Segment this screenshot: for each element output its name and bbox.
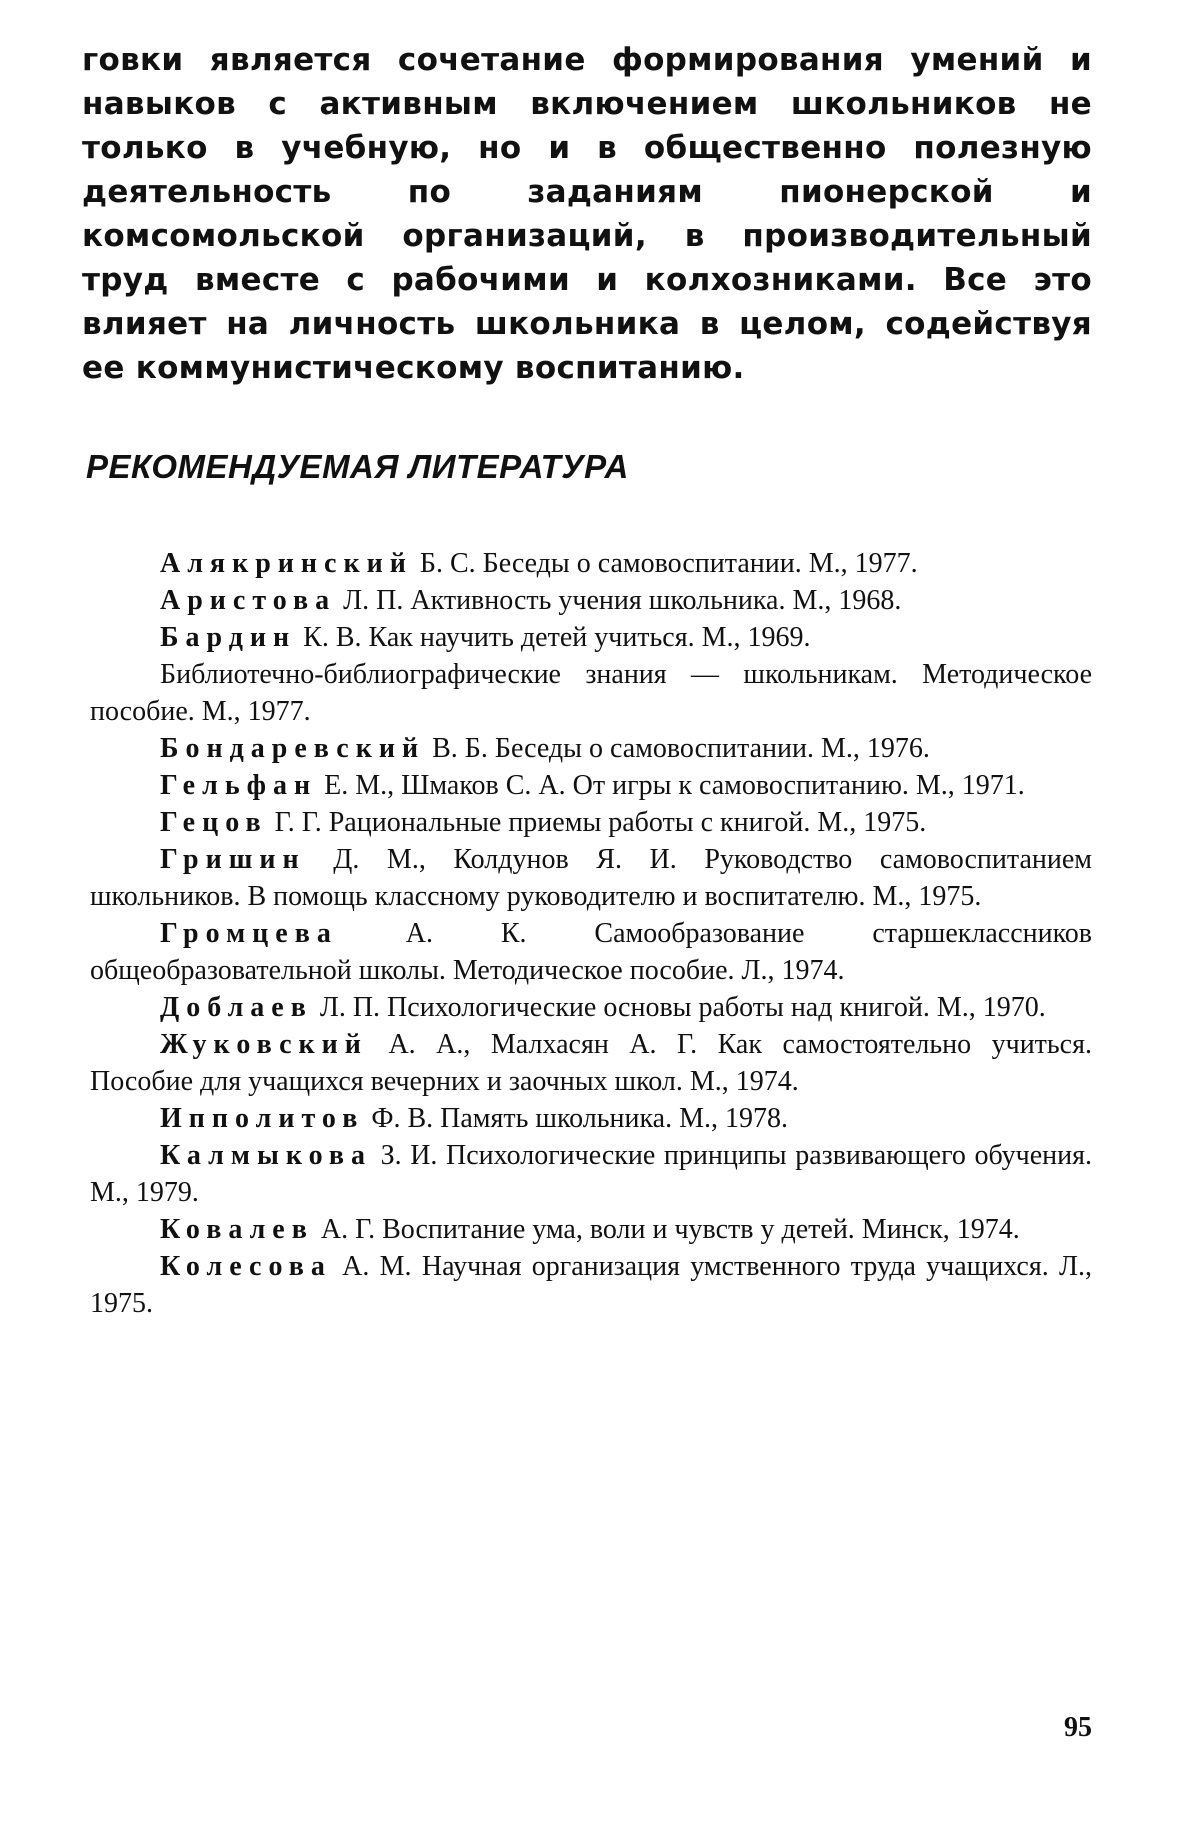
reference-details: Б. С. Беседы о самовоспитании. М., 1977. — [412, 548, 918, 579]
reference-item — [90, 1100, 1092, 1137]
reference-details: З. И. Психологические принципы развивающего обучения. М., 1979. — [90, 1140, 1092, 1208]
reference-item — [90, 730, 1092, 767]
reference-item — [90, 1211, 1092, 1248]
reference-author: Бардин — [160, 622, 297, 653]
reference-author: Алякринский — [160, 548, 413, 579]
reference-details: А. К. Самообразование старшеклассников общеобразовательной школы. Методическое пособие. Л., 1974. — [90, 918, 1092, 986]
reference-item — [90, 582, 1092, 619]
reference-details: Г. Г. Рациональные приемы работы с книгой. М., 1975. — [267, 807, 927, 838]
reference-details: А. А., Малхасян А. Г. Как самостоятельно учиться. Пособие для учащихся вечерних и заочных школ. М., 1974. — [90, 1029, 1092, 1097]
reference-details: Л. П. Активность учения школьника. М., 1968. — [336, 585, 902, 616]
reference-author: Калмыкова — [160, 1140, 373, 1171]
reference-item — [90, 1137, 1092, 1211]
page-number: 95 — [1064, 1712, 1092, 1743]
reference-item — [90, 915, 1092, 989]
reference-author: Гельфан — [160, 770, 318, 801]
reference-author: Бондаревский — [160, 733, 426, 764]
reference-item — [90, 841, 1092, 915]
reference-details: Библиотечно-библиографические знания — школьникам. Методическое пособие. М., 1977. — [90, 659, 1092, 727]
reference-details: А. М. Научная организация умственного труда учащихся. Л., 1975. — [90, 1251, 1092, 1319]
reference-author: Ипполитов — [160, 1103, 365, 1134]
reference-author: Гришин — [160, 844, 306, 875]
section-heading: РЕКОМЕНДУЕМАЯ ЛИТЕРАТУРА — [86, 448, 629, 485]
reference-item — [90, 619, 1092, 656]
reference-details: Ф. В. Память школьника. М., 1978. — [364, 1103, 788, 1134]
reference-author: Громцева — [160, 918, 338, 949]
reference-details: Д. М., Колдунов Я. И. Руководство самовоспитанием школьников. В помощь классному руководителю и воспитателю. М., 1975. — [90, 844, 1092, 912]
reference-item — [90, 767, 1092, 804]
reference-details: К. В. Как научить детей учиться. М., 1969. — [296, 622, 811, 653]
reference-details: Е. М., Шмаков С. А. От игры к самовоспитанию. М., 1971. — [317, 770, 1025, 801]
reference-item — [90, 656, 1092, 730]
reference-author: Доблаев — [160, 992, 313, 1023]
reference-item — [90, 989, 1092, 1026]
intro-paragraph: говки является сочетание формирования умений и навыков с активным включением школьников не только в учебную, но и в общественно полезную деятельность по заданиям пионерской и комсомольской организаций, в производительный труд вместе с рабочими и колхозниками. Все это влияет на личность школьника в целом, содействуя ее коммунистическому воспитанию. — [82, 42, 1092, 386]
reference-author: Жуковский — [160, 1029, 368, 1060]
reference-author: Ковалев — [160, 1214, 314, 1245]
reference-author: Аристова — [160, 585, 337, 616]
reference-item — [90, 1026, 1092, 1100]
reference-list — [90, 545, 1092, 1322]
reference-item — [90, 545, 1092, 582]
reference-item — [90, 804, 1092, 841]
reference-item — [90, 1248, 1092, 1322]
reference-details: Л. П. Психологические основы работы над книгой. М., 1970. — [312, 992, 1046, 1023]
reference-details: В. Б. Беседы о самовоспитании. М., 1976. — [425, 733, 930, 764]
reference-author: Колесова — [160, 1251, 332, 1282]
reference-details: А. Г. Воспитание ума, воли и чувств у детей. Минск, 1974. — [313, 1214, 1020, 1245]
reference-author: Гецов — [160, 807, 268, 838]
